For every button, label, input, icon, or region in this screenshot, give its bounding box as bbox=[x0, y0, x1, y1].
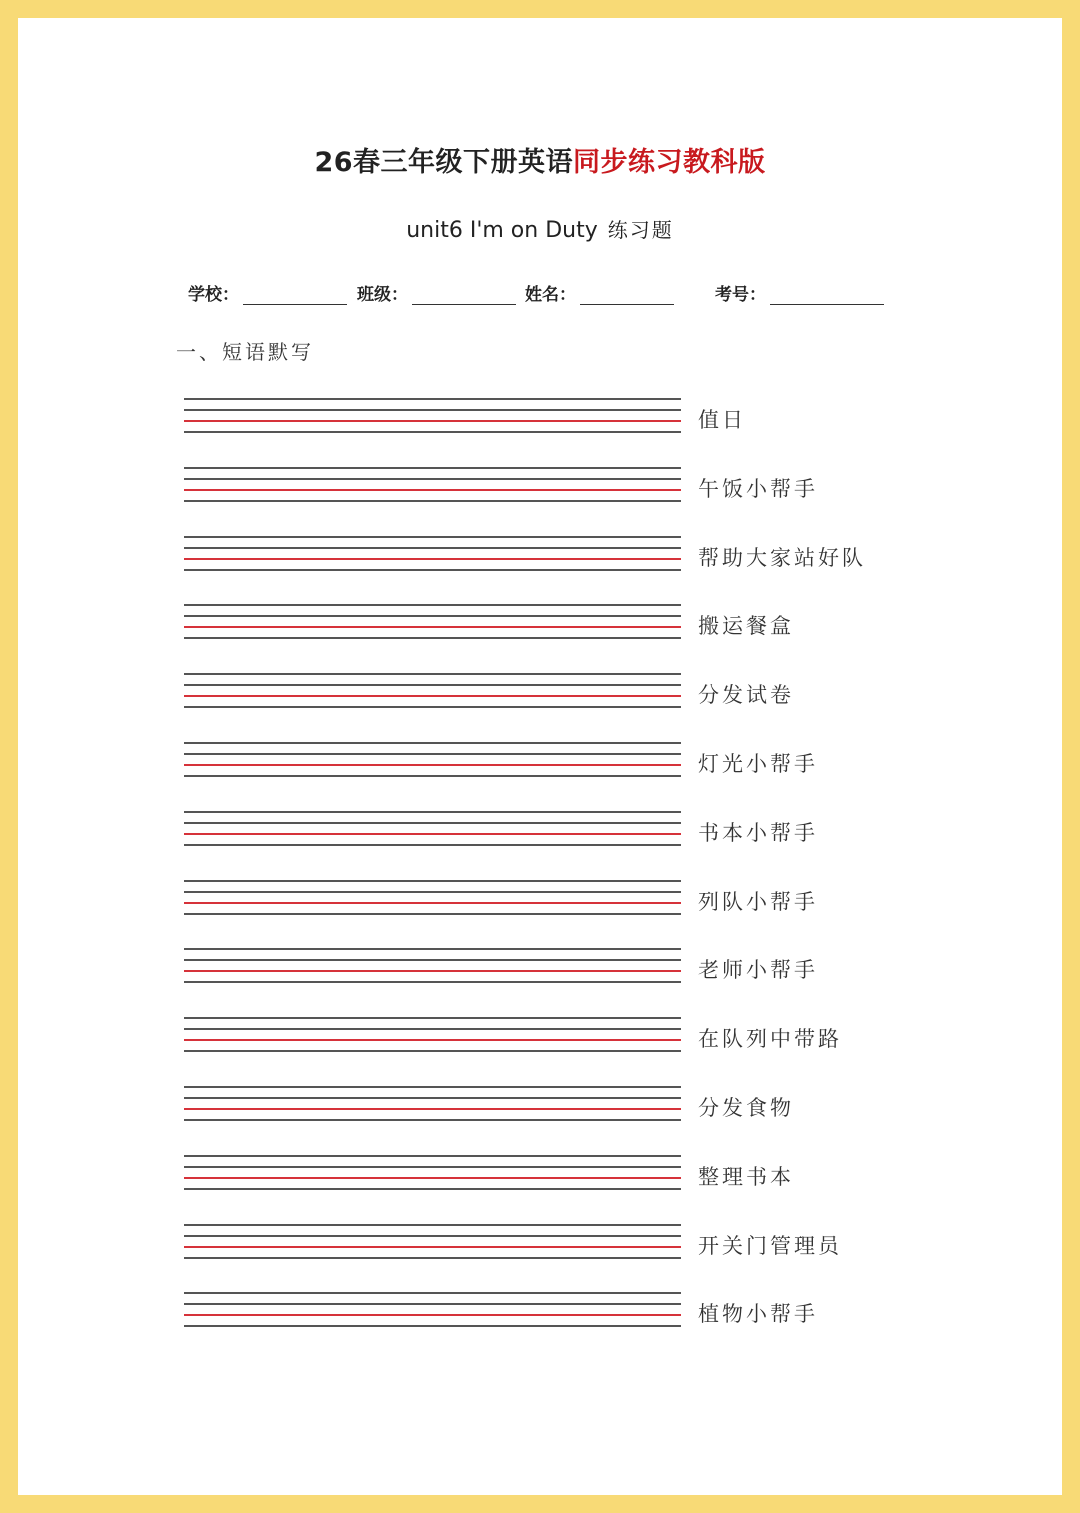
writing-lines[interactable] bbox=[184, 1017, 681, 1057]
phrase-label: 灯光小帮手 bbox=[698, 752, 818, 776]
phrase-label: 帮助大家站好队 bbox=[698, 546, 866, 570]
guide-line bbox=[184, 1050, 681, 1052]
exam-number-blank[interactable] bbox=[770, 284, 884, 305]
guide-line bbox=[184, 948, 681, 950]
guide-line bbox=[184, 1257, 681, 1259]
phrase-label: 老师小帮手 bbox=[698, 958, 818, 982]
phrase-label: 整理书本 bbox=[698, 1165, 794, 1189]
guide-line bbox=[184, 1292, 681, 1294]
guide-line bbox=[184, 891, 681, 893]
phrase-row bbox=[184, 1155, 884, 1195]
guide-line bbox=[184, 1188, 681, 1190]
guide-line bbox=[184, 1119, 681, 1121]
red-guide-line bbox=[184, 970, 681, 972]
writing-lines[interactable] bbox=[184, 398, 681, 438]
writing-lines[interactable] bbox=[184, 880, 681, 920]
guide-line bbox=[184, 467, 681, 469]
writing-lines[interactable] bbox=[184, 811, 681, 851]
guide-line bbox=[184, 1325, 681, 1327]
guide-line bbox=[184, 811, 681, 813]
phrase-label: 在队列中带路 bbox=[698, 1027, 842, 1051]
subtitle-cn: 练习题 bbox=[607, 218, 674, 242]
guide-line bbox=[184, 742, 681, 744]
phrase-row bbox=[184, 536, 884, 576]
guide-line bbox=[184, 409, 681, 411]
guide-line bbox=[184, 775, 681, 777]
phrase-row bbox=[184, 1292, 884, 1332]
red-guide-line bbox=[184, 1108, 681, 1110]
page-subtitle bbox=[0, 214, 1080, 243]
phrase-label: 搬运餐盒 bbox=[698, 614, 794, 638]
writing-lines[interactable] bbox=[184, 742, 681, 782]
class-label: 班级： bbox=[357, 285, 408, 305]
writing-lines[interactable] bbox=[184, 1086, 681, 1126]
phrase-row bbox=[184, 1224, 884, 1264]
exam-number-label: 考号： bbox=[715, 285, 766, 305]
guide-line bbox=[184, 478, 681, 480]
exam-number-field[interactable] bbox=[715, 280, 884, 305]
red-guide-line bbox=[184, 626, 681, 628]
guide-line bbox=[184, 1155, 681, 1157]
red-guide-line bbox=[184, 489, 681, 491]
guide-line bbox=[184, 569, 681, 571]
red-guide-line bbox=[184, 1314, 681, 1316]
guide-line bbox=[184, 1086, 681, 1088]
guide-line bbox=[184, 547, 681, 549]
phrase-row bbox=[184, 398, 884, 438]
guide-line bbox=[184, 706, 681, 708]
guide-line bbox=[184, 1017, 681, 1019]
guide-line bbox=[184, 500, 681, 502]
red-guide-line bbox=[184, 558, 681, 560]
student-info-row bbox=[0, 280, 1080, 312]
red-guide-line bbox=[184, 1246, 681, 1248]
guide-line bbox=[184, 673, 681, 675]
phrase-row bbox=[184, 742, 884, 782]
writing-lines[interactable] bbox=[184, 1292, 681, 1332]
class-field[interactable] bbox=[357, 280, 516, 305]
writing-lines[interactable] bbox=[184, 673, 681, 713]
guide-line bbox=[184, 959, 681, 961]
guide-line bbox=[184, 684, 681, 686]
phrase-label: 值日 bbox=[698, 408, 746, 432]
name-label: 姓名： bbox=[525, 285, 576, 305]
guide-line bbox=[184, 398, 681, 400]
red-guide-line bbox=[184, 902, 681, 904]
phrase-row bbox=[184, 673, 884, 713]
phrase-row bbox=[184, 1017, 884, 1057]
guide-line bbox=[184, 913, 681, 915]
phrase-row bbox=[184, 948, 884, 988]
name-field[interactable] bbox=[525, 280, 674, 305]
phrase-label: 午饭小帮手 bbox=[698, 477, 818, 501]
guide-line bbox=[184, 1224, 681, 1226]
guide-line bbox=[184, 753, 681, 755]
phrase-label: 分发食物 bbox=[698, 1096, 794, 1120]
class-blank[interactable] bbox=[412, 284, 516, 305]
phrase-label: 植物小帮手 bbox=[698, 1302, 818, 1326]
guide-line bbox=[184, 880, 681, 882]
phrase-row bbox=[184, 880, 884, 920]
school-blank[interactable] bbox=[243, 284, 347, 305]
guide-line bbox=[184, 844, 681, 846]
school-field[interactable] bbox=[188, 280, 347, 305]
phrase-label: 分发试卷 bbox=[698, 683, 794, 707]
writing-lines[interactable] bbox=[184, 1155, 681, 1195]
writing-lines[interactable] bbox=[184, 604, 681, 644]
guide-line bbox=[184, 822, 681, 824]
writing-lines[interactable] bbox=[184, 948, 681, 988]
guide-line bbox=[184, 1303, 681, 1305]
phrase-label: 开关门管理员 bbox=[698, 1234, 842, 1258]
phrase-row bbox=[184, 467, 884, 507]
phrase-row bbox=[184, 604, 884, 644]
guide-line bbox=[184, 637, 681, 639]
red-guide-line bbox=[184, 1039, 681, 1041]
red-guide-line bbox=[184, 695, 681, 697]
guide-line bbox=[184, 604, 681, 606]
red-guide-line bbox=[184, 833, 681, 835]
phrase-label: 列队小帮手 bbox=[698, 890, 818, 914]
phrase-row bbox=[184, 1086, 884, 1126]
section-title: 一、短语默写 bbox=[176, 340, 314, 364]
guide-line bbox=[184, 1166, 681, 1168]
school-label: 学校： bbox=[188, 285, 239, 305]
guide-line bbox=[184, 615, 681, 617]
phrase-label: 书本小帮手 bbox=[698, 821, 818, 845]
writing-lines[interactable] bbox=[184, 467, 681, 507]
writing-lines[interactable] bbox=[184, 1224, 681, 1264]
phrase-row bbox=[184, 811, 884, 851]
title-main: 26春三年级下册英语 bbox=[314, 147, 574, 178]
guide-line bbox=[184, 1028, 681, 1030]
guide-line bbox=[184, 536, 681, 538]
page-title bbox=[0, 140, 1080, 179]
guide-line bbox=[184, 981, 681, 983]
title-accent: 同步练习教科版 bbox=[573, 147, 766, 178]
red-guide-line bbox=[184, 1177, 681, 1179]
guide-line bbox=[184, 1235, 681, 1237]
red-guide-line bbox=[184, 764, 681, 766]
name-blank[interactable] bbox=[580, 284, 674, 305]
writing-lines[interactable] bbox=[184, 536, 681, 576]
guide-line bbox=[184, 431, 681, 433]
guide-line bbox=[184, 1097, 681, 1099]
red-guide-line bbox=[184, 420, 681, 422]
subtitle-en: unit6 I'm on Duty bbox=[406, 218, 598, 243]
